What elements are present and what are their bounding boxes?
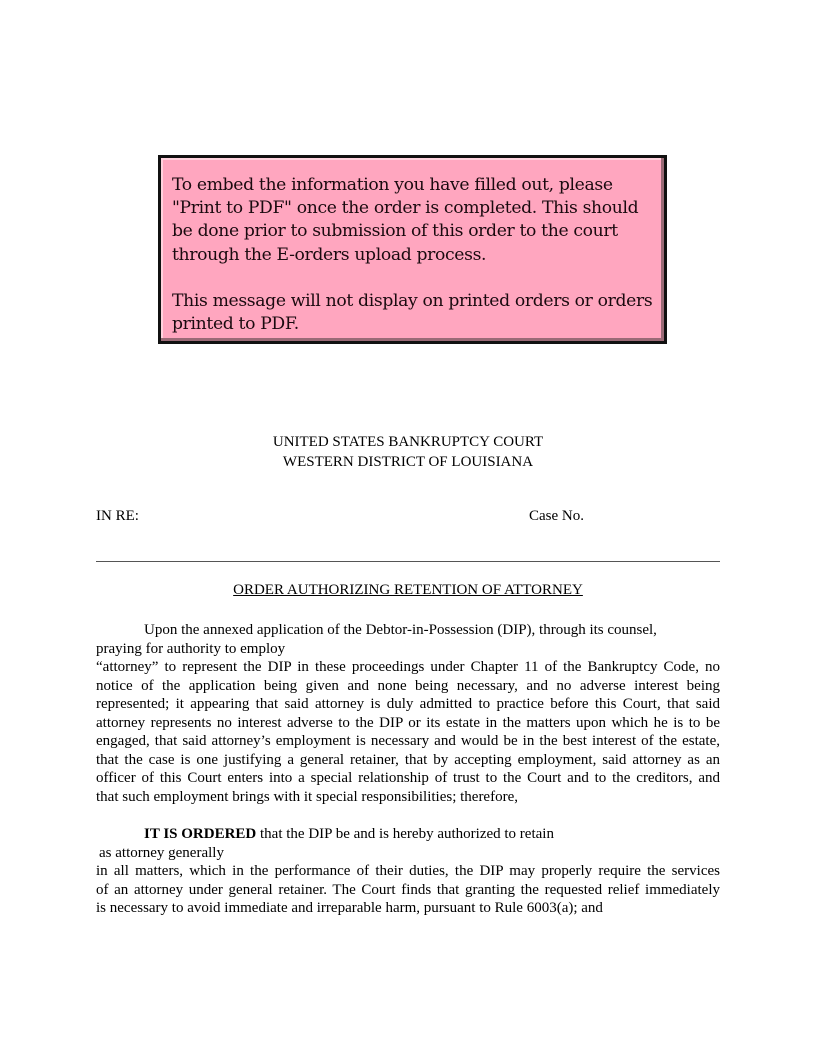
employ-prefix: praying for authority to employ — [96, 640, 286, 657]
recitals-line-10: that such employment brings with it special responsibilities; therefore, — [96, 788, 518, 805]
recitals-line-4: notice of the application being given and none being necessary, and no adverse interest being — [96, 677, 720, 694]
ordered-line-4: of an attorney under general retainer. The Court finds that granting the requested relief immediately — [96, 881, 720, 898]
recitals-line-6: attorney represents no interest adverse to the DIP or its estate in the matters upon which he is to be — [96, 714, 720, 731]
recitals-line-8: that the case is one justifying a general retainer, that by accepting employment, said attorney as an — [96, 751, 720, 768]
recitals-line-3: “attorney” to represent the DIP in these proceedings under Chapter 11 of the Bankruptcy Code, no — [96, 659, 720, 675]
notice-paragraph-2: This message will not display on printed orders or orders printed to PDF. — [172, 291, 653, 335]
court-district: WESTERN DISTRICT OF LOUISIANA — [282, 454, 534, 470]
recitals-line-7: engaged, that said attorney’s employment is necessary and would be in the best interest of the estate, — [96, 733, 720, 749]
court-header — [0, 432, 816, 472]
print-to-pdf-notice — [158, 155, 667, 344]
caption-separator-line — [96, 561, 720, 562]
court-name: UNITED STATES BANKRUPTCY COURT — [272, 434, 544, 450]
recitals-line-9: officer of this Court enters into a special relationship of trust to the Court and to the creditors, and — [96, 770, 720, 786]
ordered-paragraph — [96, 825, 720, 918]
as-attorney-generally: as attorney generally — [99, 844, 224, 861]
it-is-ordered-lead: IT IS ORDERED — [144, 826, 257, 842]
notice-paragraph-1: To embed the information you have filled out, please "Print to PDF" once the order is completed. This should be done prior to submission of this order to the court through the E-orders upload process. — [172, 175, 639, 265]
recitals-line-5: represented; it appearing that said attorney is duly admitted to practice before this Court, that said — [96, 696, 720, 712]
in-re-label: IN RE: — [96, 508, 139, 524]
ordered-line-5: is necessary to avoid immediate and irreparable harm, pursuant to Rule 6003(a); and — [96, 900, 603, 916]
recitals-paragraph — [96, 621, 720, 806]
ordered-line-3: in all matters, which in the performance of their duties, the DIP may properly require the services — [96, 863, 720, 879]
case-no-label: Case No. — [529, 508, 584, 524]
order-title: ORDER AUTHORIZING RETENTION OF ATTORNEY — [233, 582, 583, 598]
recitals-line-1: Upon the annexed application of the Debtor-in-Possession (DIP), through its counsel, — [144, 622, 657, 638]
ordered-line-1: that the DIP be and is hereby authorized to retain — [256, 826, 554, 842]
notice-text — [172, 174, 656, 336]
